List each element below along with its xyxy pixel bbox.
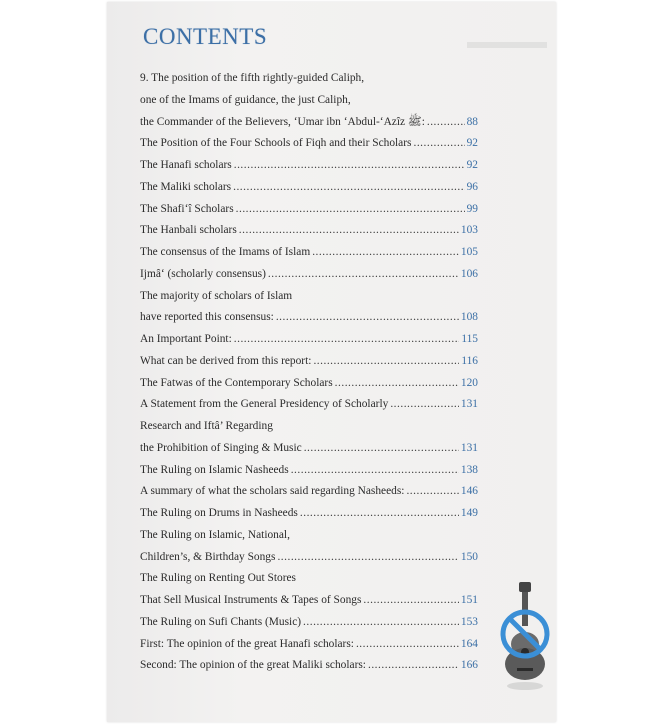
toc-entry — [140, 481, 478, 503]
toc-leader-dots — [368, 655, 459, 677]
toc-entry-title: The majority of scholars of Islam — [140, 289, 293, 302]
toc-page-number: 164 — [460, 637, 478, 650]
toc-page-number: 92 — [466, 137, 478, 150]
toc-leader-dots — [313, 351, 459, 373]
toc-entry-title: What can be derived from this report: — [140, 354, 312, 367]
toc-entry-title: The Hanafi scholars — [140, 159, 232, 171]
toc-page-number: 166 — [460, 659, 478, 672]
toc-entry — [140, 394, 478, 416]
toc-leader-dots — [268, 264, 459, 286]
toc-page-number: 106 — [460, 267, 478, 280]
toc-entry — [140, 307, 478, 329]
toc-leader-dots — [277, 547, 458, 569]
toc-entry-title: Second: The opinion of the great Maliki scholars: — [140, 659, 366, 672]
toc-leader-dots — [427, 112, 465, 134]
no-guitar-icon — [495, 582, 555, 692]
toc-entry-title: An Important Point: — [140, 333, 232, 345]
toc-entry-title: First: The opinion of the great Hanafi scholars: — [140, 637, 354, 650]
toc-entry — [140, 112, 478, 134]
page-title: CONTENTS — [143, 24, 268, 49]
toc-entry — [140, 68, 478, 90]
toc-page-number: 115 — [461, 333, 478, 345]
toc-page-number: 103 — [460, 224, 478, 237]
toc-entry — [140, 612, 478, 634]
toc-entry-title: The Ruling on Sufi Chants (Music) — [140, 615, 302, 628]
toc-entry — [140, 416, 478, 438]
toc-page-number: 92 — [466, 159, 478, 171]
toc-entry — [140, 286, 478, 308]
book-page — [107, 2, 556, 722]
toc-page-number: 153 — [460, 615, 478, 628]
toc-entry — [140, 351, 478, 373]
toc-entry — [140, 155, 478, 177]
toc-entry — [140, 329, 478, 351]
toc-entry — [140, 177, 478, 199]
toc-leader-dots — [363, 590, 459, 612]
toc-leader-dots — [234, 155, 465, 177]
toc-page-number: 146 — [460, 485, 478, 498]
toc-leader-dots — [406, 481, 458, 503]
toc-leader-dots — [276, 307, 459, 329]
table-of-contents — [140, 68, 478, 677]
toc-leader-dots — [390, 394, 459, 416]
toc-entry-title: The Maliki scholars — [140, 180, 232, 193]
toc-entry — [140, 634, 478, 656]
toc-leader-dots — [234, 329, 460, 351]
toc-leader-dots — [413, 133, 464, 155]
toc-page-number: 105 — [460, 246, 478, 258]
toc-page-number: 151 — [460, 594, 478, 606]
toc-entry — [140, 242, 478, 264]
toc-entry-title: A summary of what the scholars said regarding Nasheeds: — [140, 485, 405, 498]
toc-leader-dots — [303, 612, 459, 634]
toc-entry-title: have reported this consensus: — [140, 311, 274, 324]
toc-page-number: 116 — [461, 354, 478, 367]
toc-leader-dots — [300, 503, 459, 525]
toc-entry — [140, 133, 478, 155]
toc-entry-title: A Statement from the General Presidency of Scholarly — [140, 398, 389, 411]
toc-leader-dots — [239, 220, 459, 242]
bleed-through-mark — [467, 38, 547, 52]
toc-entry-title: The Ruling on Islamic Nasheeds — [140, 463, 289, 476]
toc-entry — [140, 525, 478, 547]
toc-entry — [140, 503, 478, 525]
toc-entry-title: The Shafi‘î Scholars — [140, 202, 234, 215]
toc-leader-dots — [233, 177, 465, 199]
toc-entry-title: The Ruling on Islamic, National, — [140, 528, 290, 541]
toc-entry-title: Children’s, & Birthday Songs — [140, 550, 276, 563]
toc-entry — [140, 438, 478, 460]
toc-page-number: 150 — [460, 550, 478, 563]
toc-page-number: 108 — [460, 311, 478, 324]
toc-entry — [140, 199, 478, 221]
toc-entry-title: the Prohibition of Singing & Music — [140, 441, 302, 454]
toc-page-number: 99 — [466, 202, 478, 215]
toc-page-number: 131 — [460, 441, 478, 454]
toc-entry — [140, 264, 478, 286]
toc-page-number: 120 — [460, 376, 478, 389]
toc-leader-dots — [236, 199, 465, 221]
toc-entry — [140, 568, 478, 590]
toc-page-number: 131 — [460, 398, 478, 411]
toc-leader-dots — [291, 460, 459, 482]
toc-entry — [140, 590, 478, 612]
toc-leader-dots — [312, 242, 459, 264]
toc-entry — [140, 220, 478, 242]
toc-page-number: 88 — [466, 115, 478, 128]
toc-entry-title: The Position of the Four Schools of Fiqh and their Scholars — [140, 137, 412, 150]
toc-entry-title: The Ruling on Renting Out Stores — [140, 572, 296, 585]
toc-entry — [140, 547, 478, 569]
toc-entry-title: Research and Iftâ’ Regarding — [140, 420, 273, 432]
toc-entry — [140, 655, 478, 677]
toc-page-number: 149 — [460, 507, 478, 519]
toc-entry-title: The Fatwas of the Contemporary Scholars — [140, 376, 333, 389]
toc-entry-title: The Hanbali scholars — [140, 224, 237, 237]
toc-page-number: 138 — [460, 463, 478, 476]
toc-entry — [140, 460, 478, 482]
toc-entry-title: The Ruling on Drums in Nasheeds — [140, 507, 298, 519]
toc-page-number: 96 — [466, 180, 478, 193]
toc-entry-title: The consensus of the Imams of Islam — [140, 246, 311, 258]
toc-leader-dots — [304, 438, 459, 460]
toc-entry — [140, 373, 478, 395]
toc-entry-title: 9. The position of the fifth rightly-guided Caliph, — [140, 72, 365, 84]
toc-entry-title: Ijmâ‘ (scholarly consensus) — [140, 267, 266, 280]
toc-entry — [140, 90, 478, 112]
bleed-through-text — [467, 32, 547, 58]
toc-leader-dots — [356, 634, 459, 656]
toc-entry-title: the Commander of the Believers, ‘Umar ibn ‘Abdul-‘Azîz ﷺ: — [140, 115, 425, 128]
toc-leader-dots — [335, 373, 459, 395]
toc-entry-title: That Sell Musical Instruments & Tapes of Songs — [140, 594, 362, 606]
toc-entry-title: one of the Imams of guidance, the just Caliph, — [140, 93, 351, 106]
